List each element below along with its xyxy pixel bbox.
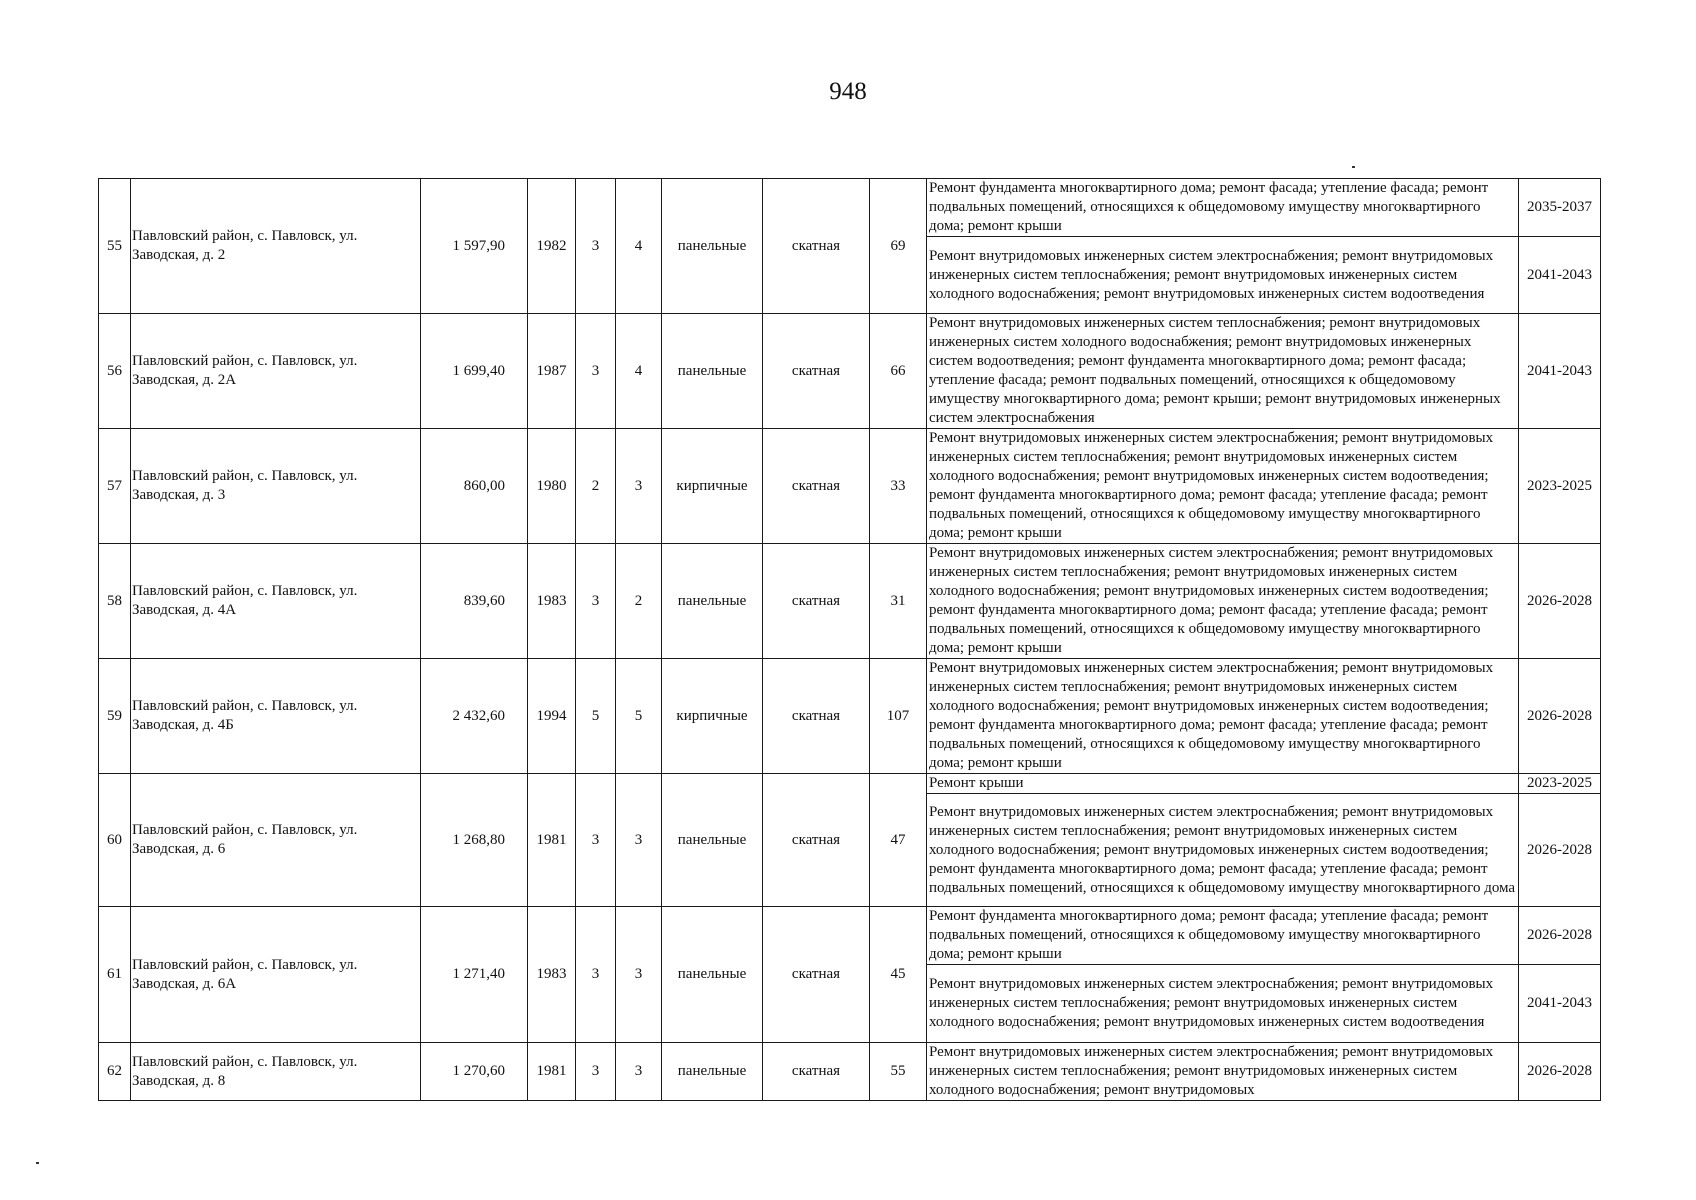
scan-speck: [36, 1162, 39, 1164]
wall-material-cell: панельные: [662, 907, 763, 1043]
repair-period-cell: 2041-2043: [1519, 314, 1601, 429]
roof-type-cell: скатная: [763, 659, 870, 774]
table-row: [99, 429, 1601, 544]
work-description-cell: Ремонт внутридомовых инженерных систем электроснабжения; ремонт внутридомовых инженерных систем теплоснабжения; ремонт внутридомовых инженерных систем холодного водоснабжения; ремонт внутридомовых инженерных систем водоотведения: [927, 965, 1519, 1043]
total-area-cell: 1 699,40: [421, 314, 528, 429]
entrances-count-cell: 3: [616, 774, 662, 907]
floors-count-cell: 5: [576, 659, 616, 774]
row-number-cell: 58: [99, 544, 131, 659]
address-cell: Павловский район, с. Павловск, ул. Заводская, д. 3: [131, 429, 421, 544]
total-area-cell: 1 597,90: [421, 179, 528, 314]
residents-count-cell: 45: [870, 907, 927, 1043]
work-description-cell: Ремонт внутридомовых инженерных систем теплоснабжения; ремонт внутридомовых инженерных систем холодного водоснабжения; ремонт внутридомовых инженерных систем водоотведения; ремонт фундамента многоквартирного дома; ремонт фасада; утепление фасада; ремонт подвальных помещений, относящихся к общедомовому имуществу многоквартирного дома; ремонт крыши; ремонт внутридомовых инженерных систем электроснабжения: [927, 314, 1519, 429]
floors-count-cell: 3: [576, 774, 616, 907]
row-number-cell: 55: [99, 179, 131, 314]
table-row: [99, 659, 1601, 774]
build-year-cell: 1987: [528, 314, 576, 429]
address-cell: Павловский район, с. Павловск, ул. Заводская, д. 8: [131, 1043, 421, 1101]
row-number-cell: 56: [99, 314, 131, 429]
total-area-cell: 2 432,60: [421, 659, 528, 774]
address-cell: Павловский район, с. Павловск, ул. Заводская, д. 2: [131, 179, 421, 314]
wall-material-cell: кирпичные: [662, 429, 763, 544]
build-year-cell: 1981: [528, 774, 576, 907]
build-year-cell: 1983: [528, 544, 576, 659]
work-description-cell: Ремонт фундамента многоквартирного дома; ремонт фасада; утепление фасада; ремонт подвальных помещений, относящихся к общедомовому имуществу многоквартирного дома; ремонт крыши: [927, 907, 1519, 965]
row-number-cell: 60: [99, 774, 131, 907]
residents-count-cell: 107: [870, 659, 927, 774]
table-row: [99, 544, 1601, 659]
entrances-count-cell: 4: [616, 314, 662, 429]
build-year-cell: 1980: [528, 429, 576, 544]
work-description-cell: Ремонт внутридомовых инженерных систем электроснабжения; ремонт внутридомовых инженерных систем теплоснабжения; ремонт внутридомовых инженерных систем холодного водоснабжения; ремонт внутридомовых инженерных систем водоотведения; ремонт фундамента многоквартирного дома; ремонт фасада; утепление фасада; ремонт подвальных помещений, относящихся к общедомовому имуществу многоквартирного дома; ремонт крыши: [927, 544, 1519, 659]
table-row: [99, 314, 1601, 429]
address-cell: Павловский район, с. Павловск, ул. Заводская, д. 6А: [131, 907, 421, 1043]
total-area-cell: 860,00: [421, 429, 528, 544]
address-cell: Павловский район, с. Павловск, ул. Заводская, д. 4А: [131, 544, 421, 659]
roof-type-cell: скатная: [763, 429, 870, 544]
floors-count-cell: 3: [576, 544, 616, 659]
table-row: [99, 179, 1601, 237]
build-year-cell: 1983: [528, 907, 576, 1043]
roof-type-cell: скатная: [763, 179, 870, 314]
work-description-cell: Ремонт внутридомовых инженерных систем электроснабжения; ремонт внутридомовых инженерных систем теплоснабжения; ремонт внутридомовых инженерных систем холодного водоснабжения; ремонт внутридомовых: [927, 1043, 1519, 1101]
wall-material-cell: кирпичные: [662, 659, 763, 774]
repair-period-cell: 2026-2028: [1519, 544, 1601, 659]
build-year-cell: 1981: [528, 1043, 576, 1101]
scan-speck: [1352, 166, 1355, 168]
residents-count-cell: 69: [870, 179, 927, 314]
repair-period-cell: 2026-2028: [1519, 907, 1601, 965]
row-number-cell: 57: [99, 429, 131, 544]
total-area-cell: 839,60: [421, 544, 528, 659]
residents-count-cell: 66: [870, 314, 927, 429]
entrances-count-cell: 2: [616, 544, 662, 659]
wall-material-cell: панельные: [662, 774, 763, 907]
repair-period-cell: 2041-2043: [1519, 237, 1601, 314]
address-cell: Павловский район, с. Павловск, ул. Заводская, д. 6: [131, 774, 421, 907]
work-description-cell: Ремонт внутридомовых инженерных систем электроснабжения; ремонт внутридомовых инженерных систем теплоснабжения; ремонт внутридомовых инженерных систем холодного водоснабжения; ремонт внутридомовых инженерных систем водоотведения: [927, 237, 1519, 314]
floors-count-cell: 2: [576, 429, 616, 544]
wall-material-cell: панельные: [662, 544, 763, 659]
wall-material-cell: панельные: [662, 314, 763, 429]
entrances-count-cell: 3: [616, 1043, 662, 1101]
entrances-count-cell: 4: [616, 179, 662, 314]
total-area-cell: 1 271,40: [421, 907, 528, 1043]
floors-count-cell: 3: [576, 179, 616, 314]
residents-count-cell: 55: [870, 1043, 927, 1101]
residents-count-cell: 33: [870, 429, 927, 544]
repair-period-cell: 2035-2037: [1519, 179, 1601, 237]
work-description-cell: Ремонт внутридомовых инженерных систем электроснабжения; ремонт внутридомовых инженерных систем теплоснабжения; ремонт внутридомовых инженерных систем холодного водоснабжения; ремонт внутридомовых инженерных систем водоотведения; ремонт фундамента многоквартирного дома; ремонт фасада; утепление фасада; ремонт подвальных помещений, относящихся к общедомовому имуществу многоквартирного дома: [927, 794, 1519, 907]
repair-period-cell: 2026-2028: [1519, 1043, 1601, 1101]
table-row: [99, 907, 1601, 965]
wall-material-cell: панельные: [662, 179, 763, 314]
build-year-cell: 1994: [528, 659, 576, 774]
address-cell: Павловский район, с. Павловск, ул. Заводская, д. 2А: [131, 314, 421, 429]
roof-type-cell: скатная: [763, 1043, 870, 1101]
repair-period-cell: 2026-2028: [1519, 794, 1601, 907]
work-description-cell: Ремонт внутридомовых инженерных систем электроснабжения; ремонт внутридомовых инженерных систем теплоснабжения; ремонт внутридомовых инженерных систем холодного водоснабжения; ремонт внутридомовых инженерных систем водоотведения; ремонт фундамента многоквартирного дома; ремонт фасада; утепление фасада; ремонт подвальных помещений, относящихся к общедомовому имуществу многоквартирного дома; ремонт крыши: [927, 659, 1519, 774]
roof-type-cell: скатная: [763, 544, 870, 659]
row-number-cell: 61: [99, 907, 131, 1043]
work-description-cell: Ремонт внутридомовых инженерных систем электроснабжения; ремонт внутридомовых инженерных систем теплоснабжения; ремонт внутридомовых инженерных систем холодного водоснабжения; ремонт внутридомовых инженерных систем водоотведения; ремонт фундамента многоквартирного дома; ремонт фасада; утепление фасада; ремонт подвальных помещений, относящихся к общедомовому имуществу многоквартирного дома; ремонт крыши: [927, 429, 1519, 544]
work-description-cell: Ремонт крыши: [927, 774, 1519, 794]
repair-plan-table: [98, 178, 1601, 1101]
work-description-cell: Ремонт фундамента многоквартирного дома; ремонт фасада; утепление фасада; ремонт подвальных помещений, относящихся к общедомовому имуществу многоквартирного дома; ремонт крыши: [927, 179, 1519, 237]
row-number-cell: 62: [99, 1043, 131, 1101]
row-number-cell: 59: [99, 659, 131, 774]
address-cell: Павловский район, с. Павловск, ул. Заводская, д. 4Б: [131, 659, 421, 774]
entrances-count-cell: 3: [616, 907, 662, 1043]
table-body: [99, 179, 1601, 1101]
table-row: [99, 774, 1601, 794]
floors-count-cell: 3: [576, 1043, 616, 1101]
repair-period-cell: 2023-2025: [1519, 429, 1601, 544]
entrances-count-cell: 3: [616, 429, 662, 544]
repair-period-cell: 2023-2025: [1519, 774, 1601, 794]
roof-type-cell: скатная: [763, 774, 870, 907]
roof-type-cell: скатная: [763, 907, 870, 1043]
residents-count-cell: 47: [870, 774, 927, 907]
repair-period-cell: 2026-2028: [1519, 659, 1601, 774]
wall-material-cell: панельные: [662, 1043, 763, 1101]
repair-period-cell: 2041-2043: [1519, 965, 1601, 1043]
build-year-cell: 1982: [528, 179, 576, 314]
residents-count-cell: 31: [870, 544, 927, 659]
roof-type-cell: скатная: [763, 314, 870, 429]
total-area-cell: 1 268,80: [421, 774, 528, 907]
table-row: [99, 1043, 1601, 1101]
floors-count-cell: 3: [576, 907, 616, 1043]
entrances-count-cell: 5: [616, 659, 662, 774]
total-area-cell: 1 270,60: [421, 1043, 528, 1101]
floors-count-cell: 3: [576, 314, 616, 429]
page-number: 948: [829, 78, 867, 105]
